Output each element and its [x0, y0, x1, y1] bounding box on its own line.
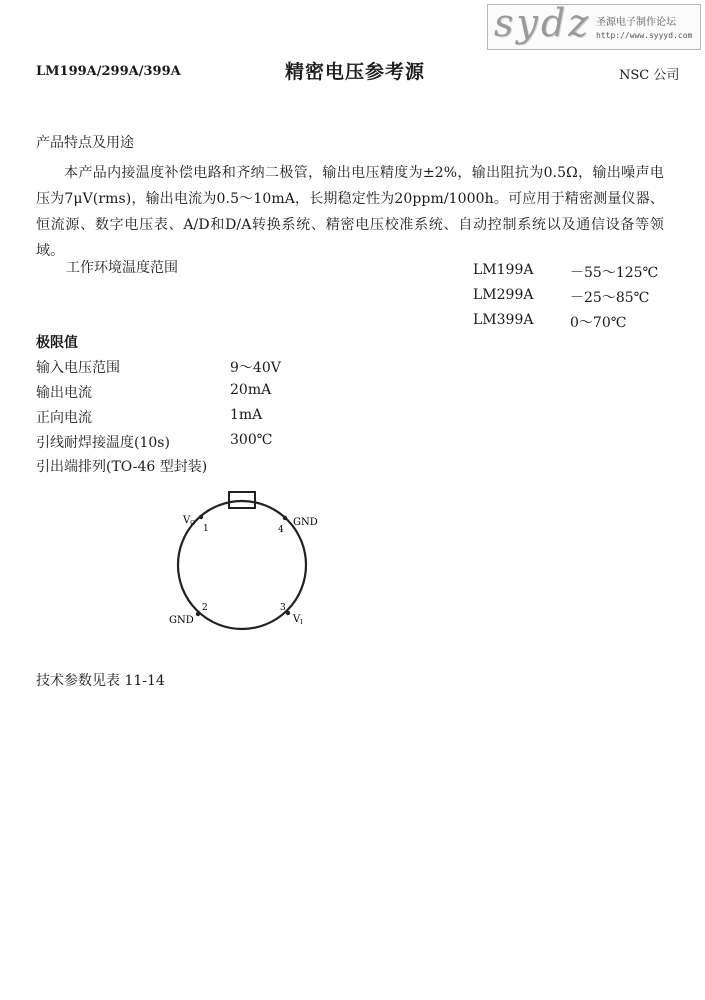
temp-range-lm399a: 0～70℃ — [570, 315, 627, 331]
limit-value-solder-temp: 300℃ — [230, 432, 273, 448]
pinout-diagram — [150, 480, 350, 640]
limit-value-forward-current: 1mA — [230, 407, 263, 423]
limit-value-output-current: 20mA — [230, 382, 272, 398]
pin-2-dot — [196, 612, 200, 616]
temp-model-lm399a: LM399A — [473, 312, 534, 328]
pin-4-number: 4 — [278, 525, 284, 535]
limit-value-input-voltage: 9～40V — [230, 360, 281, 376]
temp-range-lm199a: －55～125℃ — [570, 265, 659, 281]
watermark — [487, 1, 701, 50]
temp-range-lm299a: －25～85℃ — [570, 290, 650, 306]
limits-heading: 极限值 — [36, 335, 78, 351]
limit-label-forward-current: 正向电流 — [36, 410, 92, 426]
temp-model-lm299a: LM299A — [473, 287, 534, 303]
pin-1-name: $V_O$ — [183, 515, 196, 527]
page-title: 精密电压参考源 — [285, 61, 426, 83]
pin-3-dot — [286, 611, 290, 615]
pin-4-dot — [283, 516, 287, 520]
pinout-heading: 引出端排列(TO-46 型封装) — [36, 459, 208, 475]
temp-model-lm199a: LM199A — [473, 262, 534, 278]
pin-3-number: 3 — [280, 603, 286, 613]
manufacturer: NSC 公司 — [619, 68, 680, 83]
footer-note: 技术参数见表 11-14 — [36, 673, 165, 689]
pin-3-name: $V_I$ — [293, 614, 303, 626]
features-paragraph: 本产品内接温度补偿电路和齐纳二极管，输出电压精度为±2%，输出阻抗为0.5Ω，输出噪声电压为7μV(rms)，输出电流为0.5～10mA，长期稳定性为20ppm/1000h。可应用于精密测量仪器、恒流源、数字电压表、A/D和D/A转换系统、精密电压校准系统、自动控制系统以及通信设备等领域。 — [36, 165, 664, 259]
model-number: LM199A/299A/399A — [36, 64, 181, 79]
watermark-site-name: 圣源电子制作论坛 — [596, 17, 676, 28]
limit-label-output-current: 输出电流 — [36, 385, 92, 401]
limit-label-input-voltage: 输入电压范围 — [36, 360, 120, 376]
pin-2-name: GND — [169, 615, 194, 626]
package-outline — [178, 501, 306, 629]
pin-1-number: 1 — [203, 524, 209, 534]
pin-4-name: GND — [293, 517, 318, 528]
watermark-logo: sydz — [494, 1, 592, 45]
limit-label-solder-temp: 引线耐焊接温度(10s) — [36, 435, 170, 451]
watermark-site-url: http://www.syyyd.com — [596, 31, 693, 40]
features-heading: 产品特点及用途 — [36, 135, 134, 151]
pin-1-dot — [199, 515, 203, 519]
pin-2-number: 2 — [202, 603, 208, 613]
temperature-label: 工作环境温度范围 — [66, 260, 178, 276]
